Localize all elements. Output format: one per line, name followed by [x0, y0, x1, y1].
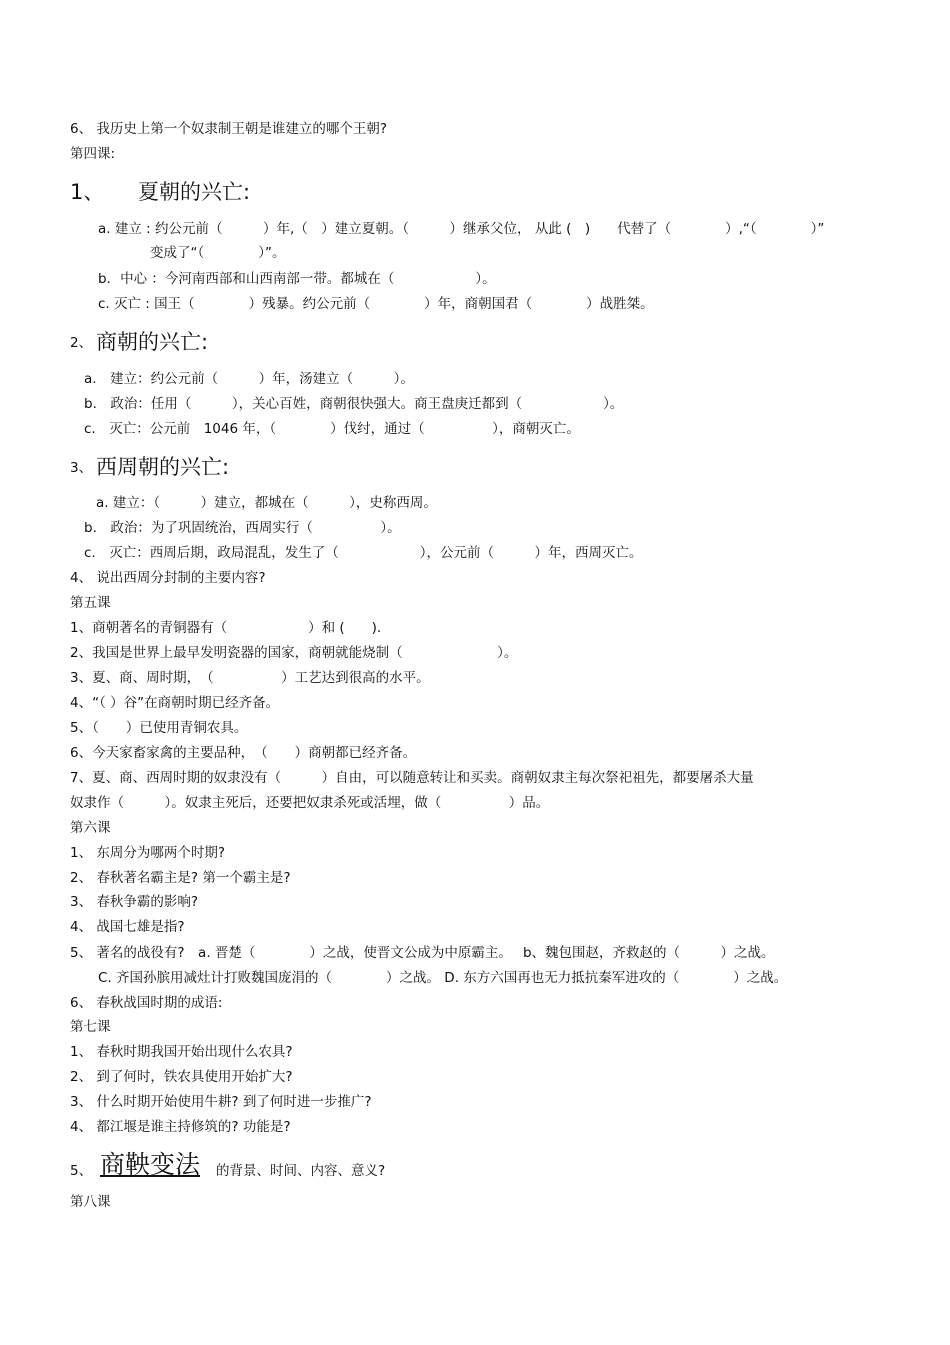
shang-title: 商朝的兴亡: — [96, 330, 209, 354]
lesson6-item-2: 2、 春秋著名霸主是? 第一个霸主是? — [70, 870, 291, 886]
q6-line: 6、 我历史上第一个奴隶制王朝是谁建立的哪个王朝? — [70, 121, 388, 137]
lesson7-item-5-rest: 的背景、时间、内容、意义? — [216, 1163, 386, 1179]
xia-center: b．中心 ：今河南西部和山西南部一带。都城在（ ）。 — [98, 271, 496, 287]
lesson6-item-3: 3、 春秋争霸的影响? — [70, 894, 199, 910]
lesson7-item-3: 3、 什么时期开始使用牛耕? 到了何时进一步推广? — [70, 1094, 372, 1110]
xia-fall: c. 灭亡 : 国王（ ）残暴。约公元前（ ）年，商朝国君（ ）战胜桀。 — [98, 296, 654, 312]
lesson5-item-1: 1、商朝著名的青铜器有（ ）和 ( ). — [70, 620, 382, 636]
shang-founding: a. 建立：约公元前（ ）年，汤建立（ ）。 — [84, 371, 414, 387]
lesson5-item-3: 3、夏、商、周时期， （ ）工艺达到很高的水平。 — [70, 670, 430, 686]
lesson5-heading: 第五课 — [70, 595, 111, 611]
lesson7-heading: 第七课 — [70, 1019, 111, 1035]
fenfeng-question: 4、 说出西周分封制的主要内容? — [70, 570, 266, 586]
zhou-title: 西周朝的兴亡: — [96, 455, 230, 479]
lesson5-item-6: 6、今天家畜家禽的主要品种， （ ）商朝都已经齐备。 — [70, 745, 417, 761]
lesson7-item-2: 2、 到了何时，铁农具使用开始扩大? — [70, 1069, 293, 1085]
xia-number: 1、 — [70, 180, 105, 204]
shang-politics: b. 政治：任用（ ），关心百姓，商朝很快强大。商王盘庚迁都到（ ）。 — [84, 396, 624, 412]
lesson5-item-5: 5、（ ）已使用青铜农具。 — [70, 720, 248, 736]
lesson6-item-1: 1、 东周分为哪两个时期? — [70, 845, 226, 861]
zhou-fall: c. 灭亡：西周后期，政局混乱，发生了（ ），公元前（ ）年，西周灭亡。 — [84, 545, 643, 561]
xia-title: 夏朝的兴亡: — [138, 180, 251, 204]
lesson5-item-2: 2、我国是世界上最早发明瓷器的国家，商朝就能烧制（ ）。 — [70, 645, 518, 661]
lesson5-item-4: 4、“（ ）谷”在商朝时期已经齐备。 — [70, 695, 280, 711]
lesson7-item-5-number: 5、 — [70, 1163, 93, 1179]
zhou-founding: a. 建立：（ ）建立，都城在（ ），史称西周。 — [96, 495, 437, 511]
lesson5-item-7-cont: 奴隶作（ ）。奴隶主死后，还要把奴隶杀死或活埋，做（ ）品。 — [70, 795, 550, 811]
lesson7-item-1: 1、 春秋时期我国开始出现什么农具? — [70, 1044, 293, 1060]
shang-number: 2、 — [70, 335, 93, 351]
lesson6-item-6: 6、 春秋战国时期的成语: — [70, 995, 223, 1011]
shang-fall: c. 灭亡：公元前 1046 年，（ ）伐纣，通过（ ），商朝灭亡。 — [84, 421, 580, 437]
shangyang-reform-title: 商鞅变法 — [100, 1150, 201, 1179]
lesson6-item-5: 5、 著名的战役有? a. 晋楚（ ）之战，使晋文公成为中原霸主。 b、魏包围赵，齐救赵的（ ）之战。 — [70, 945, 775, 961]
zhou-politics: b. 政治：为了巩固统治，西周实行（ ）。 — [84, 520, 401, 536]
zhou-number: 3、 — [70, 460, 93, 476]
lesson8-heading: 第八课 — [70, 1194, 111, 1210]
lesson4-heading: 第四课: — [70, 146, 116, 162]
lesson6-item-5-cont: C. 齐国孙膑用减灶计打败魏国庞涓的（ ）之战。 D. 东方六国再也无力抵抗秦军进攻的（ ）之战。 — [98, 970, 788, 986]
xia-founding: a. 建立 : 约公元前（ ）年,（ ）建立夏朝。（ ）继承父位， 从此 ( ) 代替了（ ）,“（ ）” — [98, 221, 825, 237]
lesson6-item-4: 4、 战国七雄是指? — [70, 919, 185, 935]
xia-founding-cont: 变成了“（ ）”。 — [150, 245, 286, 261]
lesson6-heading: 第六课 — [70, 820, 111, 836]
lesson5-item-7: 7、夏、商、西周时期的奴隶没有（ ）自由，可以随意转让和买卖。商朝奴隶主每次祭祀祖先，都要屠杀大量 — [70, 770, 754, 786]
lesson7-item-4: 4、 都江堰是谁主持修筑的? 功能是? — [70, 1119, 291, 1135]
